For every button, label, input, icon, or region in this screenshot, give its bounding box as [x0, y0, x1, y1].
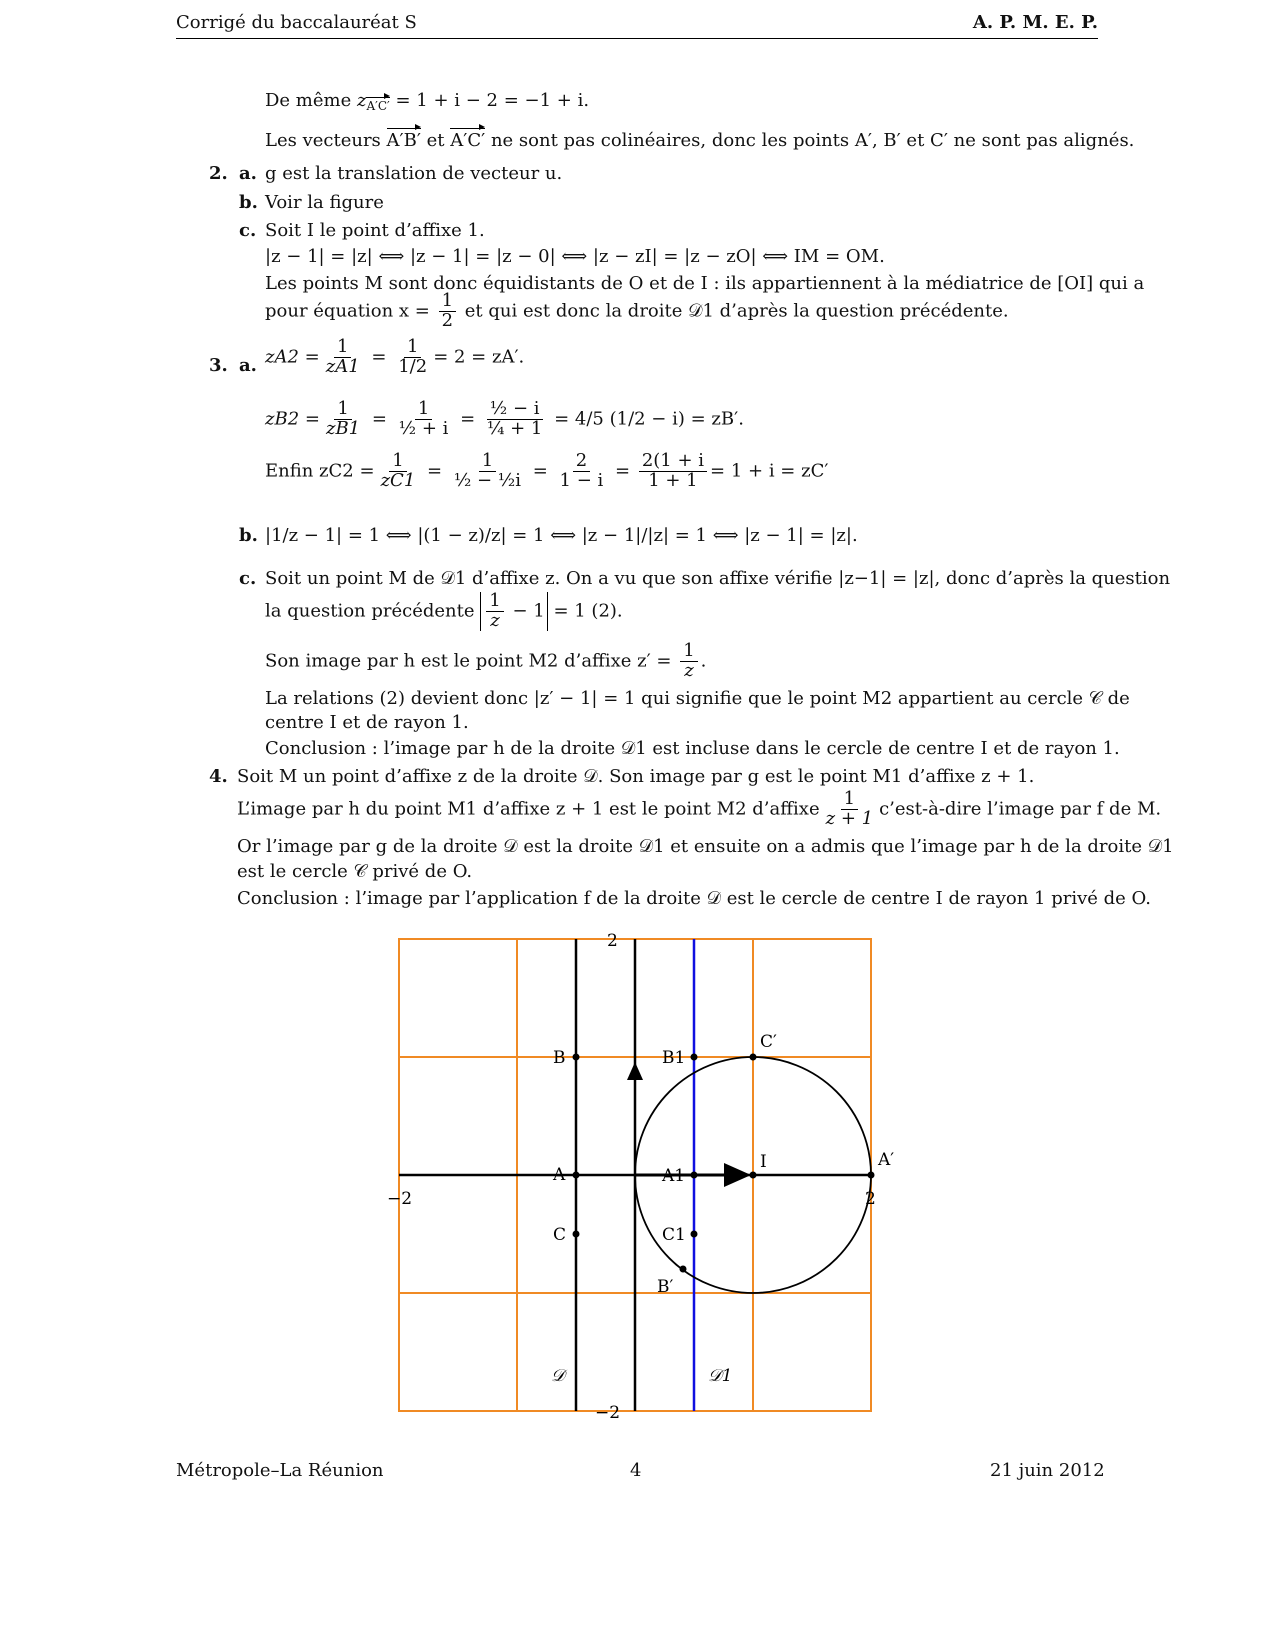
q3a-label: a. [239, 355, 257, 376]
tick-y-top: 2 [607, 931, 618, 951]
q2b-text: Voir la figure [265, 192, 384, 213]
tick-x-right: 2 [865, 1189, 876, 1209]
tick-x-left: −2 [387, 1189, 413, 1209]
header-right: A. P. M. E. P. [972, 12, 1098, 33]
q2a-text: g est la translation de vecteur u. [265, 163, 563, 184]
point-C1 [691, 1231, 698, 1238]
header-left: Corrigé du baccalauréat S [176, 12, 417, 33]
q2c-line4: pour équation x = $\frac{1}{2}$ et qui est donc la droite 𝒟1 d’après la question précédente. [265, 290, 1009, 331]
q3a-eq-B: zB2 = $\frac{1}{zB1}$ = $\frac{1}{\text{½ + i}}$ = $\frac{\text{½ − i}}{\text{¼ + 1}}$ = 4/5 (1/2 − i) = zB′. [265, 398, 744, 439]
label-C1: C1 [662, 1225, 686, 1245]
label-A: A [553, 1165, 566, 1185]
q4-number: 4. [209, 766, 228, 787]
point-A1 [691, 1172, 698, 1179]
q3-number: 3. [209, 355, 228, 376]
q4-line3: Or l’image par g de la droite 𝒟 est la droite 𝒟1 et ensuite on a admis que l’image par h de la droite 𝒟1 [237, 836, 1174, 857]
label-B: B [553, 1048, 566, 1068]
tick-y-bottom: −2 [595, 1403, 621, 1423]
point-Aprime [868, 1172, 875, 1179]
q2c-line3: Les points M sont donc équidistants de O et de I : ils appartiennent à la médiatrice de [OI] qui a [265, 273, 1145, 294]
label-Cprime: C′ [760, 1032, 777, 1052]
label-Bprime: B′ [657, 1277, 674, 1297]
q2-number: 2. [209, 163, 228, 184]
q2c-equation: |z − 1| = |z| ⟺ |z − 1| = |z − 0| ⟺ |z − zI| = |z − zO| ⟺ IM = OM. [265, 246, 885, 267]
q4-line5: Conclusion : l’image par l’application f de la droite 𝒟 est le cercle de centre I de rayon 1 privé de O. [237, 888, 1151, 909]
point-Bprime [680, 1266, 687, 1273]
line-1: De même $z_{A'C'} = 1 + i - 2 = -1 + i$. [265, 90, 590, 113]
footer-right: 21 juin 2012 [990, 1460, 1105, 1481]
q3a-eq-C: Enfin zC2 = $\frac{1}{zC1}$ = $\frac{1}{\text{½ − ½i}}$ = $\frac{2}{1 - i}$ = $\frac{2(1 + i}{1 + 1}$ = 1 + i = zC′ [265, 450, 829, 491]
label-D1: 𝒟1 [708, 1366, 733, 1386]
q4-line1: Soit M un point d’affixe z de la droite 𝒟. Son image par g est le point M1 d’affixe z + 1. [237, 766, 1035, 787]
label-Aprime: A′ [878, 1150, 895, 1170]
q3b-equation: |1/z − 1| = 1 ⟺ |(1 − z)/z| = 1 ⟺ |z − 1|/|z| = 1 ⟺ |z − 1| = |z|. [265, 525, 858, 546]
point-I [750, 1172, 757, 1179]
point-A [573, 1172, 580, 1179]
q3c-line4: La relations (2) devient donc |z′ − 1| = 1 qui signifie que le point M2 appartient au cercle 𝒞 de [265, 688, 1130, 709]
label-D: 𝒟 [551, 1366, 565, 1386]
q3c-line6: Conclusion : l’image par h de la droite 𝒟1 est incluse dans le cercle de centre I et de rayon 1. [265, 738, 1120, 759]
q3c-line1: Soit un point M de 𝒟1 d’affixe z. On a vu que son affixe vérifie |z−1| = |z|, donc d’après la question [265, 568, 1171, 589]
q3c-label: c. [239, 568, 257, 589]
q2c-text: Soit I le point d’affixe 1. [265, 220, 485, 241]
point-B [573, 1054, 580, 1061]
q3b-label: b. [239, 525, 258, 546]
q3a-eq-A: zA2 = $\frac{1}{zA1}$ = $\frac{1}{1/2}$ = 2 = zA′. [265, 336, 525, 377]
q3c-line5: centre I et de rayon 1. [265, 712, 469, 733]
q4-line2: L’image par h du point M1 d’affixe z + 1 est le point M2 d’affixe $\frac{1}{z + 1}$ c’est-à-dire l’image par f de M. [237, 788, 1162, 829]
line-2: Les vecteurs A′B′ et A′C′ ne sont pas colinéaires, donc les points A′, B′ et C′ ne sont pas alignés. [265, 130, 1135, 151]
label-B1: B1 [662, 1048, 686, 1068]
label-I: I [760, 1152, 767, 1172]
point-B1 [691, 1054, 698, 1061]
q2c-label: c. [239, 220, 257, 241]
q2a-label: a. [239, 163, 257, 184]
label-C: C [553, 1225, 567, 1245]
q3c-line2: la question précédente $\frac{1}{z}$ − 1 = 1 (2). [265, 590, 623, 631]
point-Cprime [750, 1054, 757, 1061]
points [573, 1054, 875, 1273]
footer-left: Métropole–La Réunion [176, 1460, 384, 1481]
point-C [573, 1231, 580, 1238]
q4-line4: est le cercle 𝒞 privé de O. [237, 861, 473, 882]
q2b-label: b. [239, 192, 258, 213]
q3c-line3: Son image par h est le point M2 d’affixe z′ = $\frac{1}{z}$ . [265, 640, 707, 681]
label-A1: A1 [662, 1166, 686, 1186]
footer-page-number: 4 [630, 1460, 642, 1481]
